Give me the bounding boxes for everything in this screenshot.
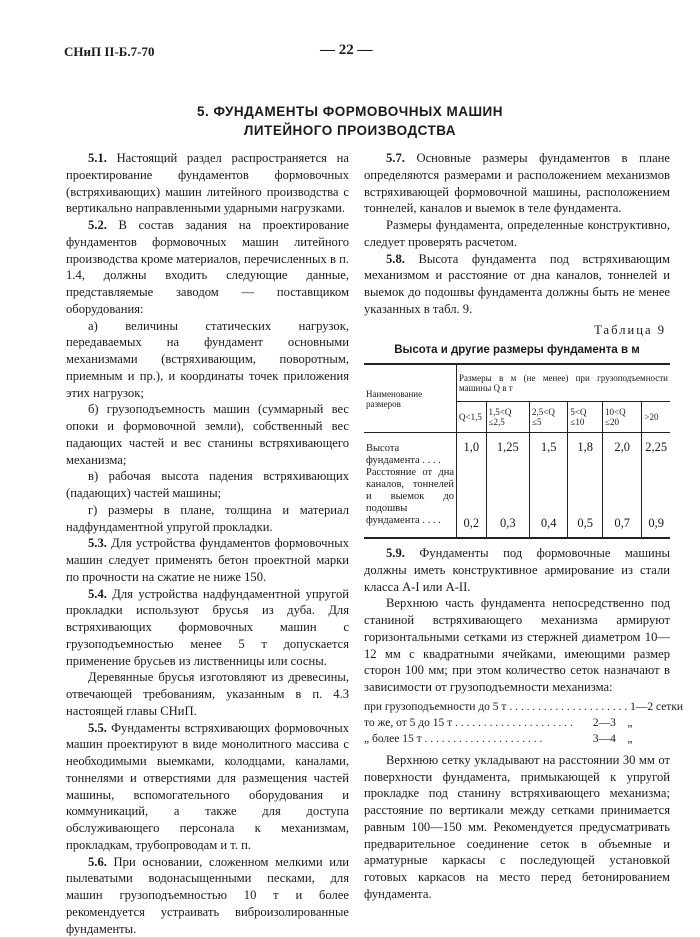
column-header: >20 (642, 402, 670, 433)
paragraph: Размеры фундамента, определенные конструктивно, следует проверять расчетом. (364, 217, 670, 251)
table-cell-column (642, 433, 670, 539)
clause-number: 5.9. (386, 546, 405, 560)
list-label: „ более 15 т . . . . . . . . . . . . . . . . . . . . . (364, 731, 590, 747)
table-value: 1,25 (489, 440, 527, 454)
paragraph: Верхнюю часть фундамента непосредственно под станиной встряхивающего механизма армируют горизонтальными сетками из стержней диаметром 10—12 мм с квадратными ячейками, имеющими размер сторон 100 мм; при этом количество сеток назначают в зависимости от грузоподъемности механизма: (364, 595, 670, 696)
list-item (364, 731, 670, 747)
clause-number: 5.1. (88, 151, 107, 165)
table-value: 1,8 (570, 440, 600, 454)
table-cell-column (486, 433, 529, 539)
list-value: 2—3 „ (590, 715, 670, 731)
table-number: Таблица 9 (364, 322, 666, 339)
paragraph: 5.2. В состав задания на проектирование фундаментов формовочных машин литейного производства кроме материалов, перечисленных в п. 1.4, должны входить следующие данные, представляемые заводом — поставщиком оборудования: (66, 217, 349, 318)
paragraph: а) величины статических нагрузок, передаваемых на фундамент основными механизмами (встряхивающим, поворотным, приемным и пр.), и координаты точек приложения этих нагрузок; (66, 318, 349, 402)
paragraph: 5.9. Фундаменты под формовочные машины должны иметь конструктивное армирование из стали класса А-I или А-II. (364, 545, 670, 595)
table-value: 2,0 (605, 440, 639, 454)
list-value: 1—2 сетки (627, 699, 683, 715)
column-header: 10<Q ≤20 (603, 402, 642, 433)
table-cell-column (603, 433, 642, 539)
paragraph: 5.1. Настоящий раздел распространяется на проектирование фундаментов формовочных (встряхивающих) машин литейного производства с вертикально направленными ударными нагрузками. (66, 150, 349, 217)
table-value: 0,3 (489, 516, 527, 530)
section-title: 5. ФУНДАМЕНТЫ ФОРМОВОЧНЫХ МАШИН ЛИТЕЙНОГО ПРОИЗВОДСТВА (100, 102, 600, 140)
table-cell-column (530, 433, 568, 539)
list-value: 3—4 „ (590, 731, 670, 747)
table-cell-column (568, 433, 603, 539)
right-column (364, 150, 670, 903)
paragraph: г) размеры в плане, толщина и материал надфундаментной упругой прокладки. (66, 502, 349, 536)
clause-number: 5.6. (88, 855, 107, 869)
paragraph: 5.3. Для устройства фундаментов формовочных машин следует применять бетон проектной марки по прочности на сжатие не ниже 150. (66, 535, 349, 585)
standard-code: СНиП II-Б.7-70 (64, 44, 154, 60)
row-names (364, 433, 457, 539)
clause-number: 5.7. (386, 151, 405, 165)
table-value: 0,5 (570, 516, 600, 530)
table-9 (364, 363, 670, 539)
table-value: 1,5 (532, 440, 565, 454)
mesh-count-list (364, 699, 670, 747)
clause-number: 5.5. (88, 721, 107, 735)
table-value: 0,2 (459, 516, 484, 530)
paragraph: б) грузоподъемность машин (суммарный вес опоки и формовочной земли), собственный вес падающих частей и вес станины встряхивающего механизма; (66, 401, 349, 468)
paragraph: в) рабочая высота падения встряхивающих (падающих) частей машины; (66, 468, 349, 502)
table-value: 1,0 (459, 440, 484, 454)
clause-number: 5.2. (88, 218, 107, 232)
paragraph: Деревянные брусья изготовляют из древесины, отвечающей требованиям, указанным в п. 4.3 настоящей главы СНиП. (66, 669, 349, 719)
paragraph: 5.4. Для устройства надфундаментной упругой прокладки используют брусья из дуба. Для встряхивающих формовочных машин с грузоподъемностью менее 5 т допускается применение брусьев из лиственницы или сосны. (66, 586, 349, 670)
paragraph: 5.7. Основные размеры фундаментов в плане определяются размерами и расположением механизмов встряхивающей формовочной машины, расположением тоннелей, каналов и выемок в теле фундамента. (364, 150, 670, 217)
page-number: — 22 — (320, 42, 373, 59)
column-header: Q<1,5 (457, 402, 487, 433)
paragraph: Верхнюю сетку укладывают на расстоянии 30 мм от поверхности фундамента, примыкающей к упругой прокладке под станину встряхивающего механизма; расстояние по вертикали между сетками принимается равным 100—150 мм. Рекомендуется предусматривать предварительное соединение сеток в объемные и арматурные каркасы с последующей установкой готовых каркасов на место перед бетонированием фундамента. (364, 752, 670, 903)
name-header: Наименование размеров (364, 364, 457, 433)
clause-number: 5.4. (88, 587, 107, 601)
row-name: Высота фундамента . . . . (366, 443, 454, 467)
list-label: то же, от 5 до 15 т . . . . . . . . . . . . . . . . . . . . . (364, 715, 590, 731)
paragraph: 5.5. Фундаменты встряхивающих формовочных машин проектируют в виде монолитного массива с необходимыми выемками, колодцами, каналами, тоннелями и отверстиями для размещения частей машины, вспомогательного оборудования и коммуникаций, а также для доступа обслуживающего персонала к механизмам, прокладкам, трубопроводам и т. п. (66, 720, 349, 854)
table-value: 2,25 (644, 440, 668, 454)
table-value: 0,7 (605, 516, 639, 530)
list-item (364, 715, 670, 731)
column-header: 2,5<Q ≤5 (530, 402, 568, 433)
list-label: при грузоподъемности до 5 т . . . . . . . . . . . . . . . . . . . . . (364, 699, 627, 715)
table-cell-column (457, 433, 487, 539)
paragraph: 5.6. При основании, сложенном мелкими или пылеватыми водонасыщенными песками, для машин грузоподъемностью 10 т и более рекомендуется устраивать виброизолированные фундаменты. (66, 854, 349, 937)
row-name: Расстояние от дна каналов, тоннелей и выемок до подошвы фундамента . . . . (366, 467, 454, 527)
table-value: 0,4 (532, 516, 565, 530)
column-header: 5<Q ≤10 (568, 402, 603, 433)
column-header: 1,5<Q ≤2,5 (486, 402, 529, 433)
list-item (364, 699, 670, 715)
left-column (66, 150, 349, 937)
table-value: 0,9 (644, 516, 668, 530)
paragraph: 5.8. Высота фундамента под встряхивающим механизмом и расстояние от дна каналов, тоннелей и выемок до подошвы фундамента должны быть не менее указанных в табл. 9. (364, 251, 670, 318)
group-header: Размеры в м (не менее) при грузоподъемности машины Q в т (457, 364, 671, 402)
table-title: Высота и другие размеры фундамента в м (364, 342, 670, 359)
clause-number: 5.3. (88, 536, 107, 550)
clause-number: 5.8. (386, 252, 405, 266)
